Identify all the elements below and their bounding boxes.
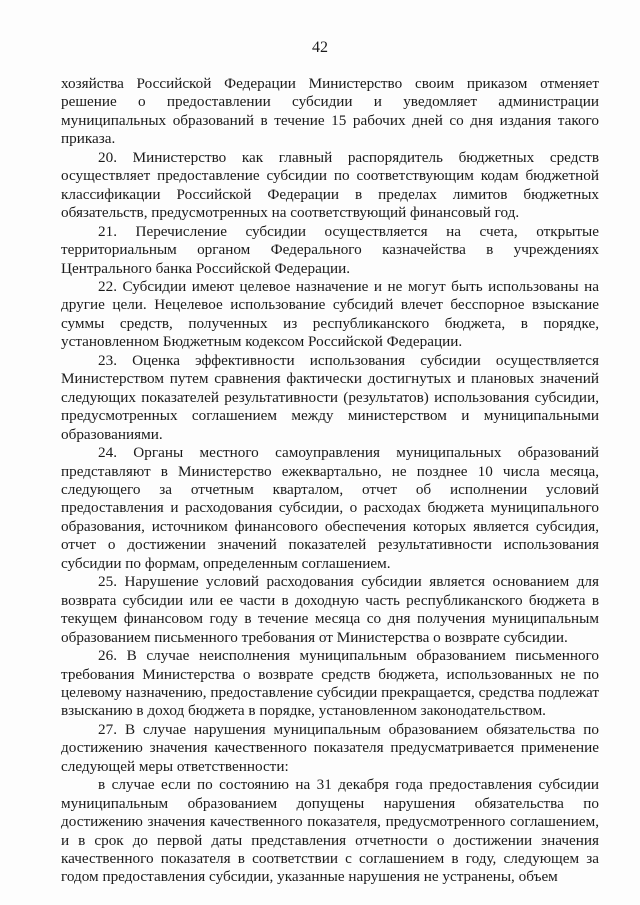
- paragraph-27: 27. В случае нарушения муниципальным образованием обязательства по достижению значения качественного показателя предусматривается применение следующей меры ответственности:: [61, 720, 599, 775]
- page-number: 42: [312, 39, 328, 56]
- paragraph-20: 20. Министерство как главный распорядитель бюджетных средств осуществляет предоставление субсидии по соответствующим кодам бюджетной классификации Российской Федерации в пределах лимитов бюджетных обязательств, предусмотренных на соответствующий финансовый год.: [61, 148, 599, 222]
- paragraph-22: 22. Субсидии имеют целевое назначение и не могут быть использованы на другие цели. Нецелевое использование субсидий влечет бесспорное взыскание суммы средств, полученных из республиканского бюджета, в порядке, установленном Бюджетным кодексом Российской Федерации.: [61, 277, 599, 351]
- paragraph-24: 24. Органы местного самоуправления муниципальных образований представляют в Министерство ежеквартально, не позднее 10 числа месяца, следующего за отчетным кварталом, отчет об исполнении условий предоставления и расходования субсидии, о расходах бюджета муниципального образования, источником финансового обеспечения которых является субсидия, отчет о достижении значений показателей результативности использования субсидии по формам, определенным соглашением.: [61, 444, 599, 572]
- paragraph-continuation: хозяйства Российской Федерации Министерство своим приказом отменяет решение о предоставлении субсидии и уведомляет администрации муниципальных образований в течение 15 рабочих дней со дня издания такого приказа.: [61, 75, 599, 148]
- paragraph-21: 21. Перечисление субсидии осуществляется на счета, открытые территориальным органом Федерального казначейства в учреждениях Центрального банка Российской Федерации.: [61, 222, 599, 277]
- paragraph-27-subclause: в случае если по состоянию на 31 декабря года предоставления субсидии муниципальным образованием допущены нарушения обязательства по достижению значения качественного показателя, предусмотренного соглашением, и в срок до первой даты представления отчетности о достижении значения качественного показателя в соответствии с соглашением в году, следующем за годом предоставления субсидии, указанные нарушения не устранены, объем: [61, 776, 599, 886]
- paragraph-23: 23. Оценка эффективности использования субсидии осуществляется Министерством путем сравнения фактически достигнутых и плановых значений следующих показателей результативности (результатов) использования субсидии, предусмотренных соглашением между министерством и муниципальными образованиями.: [61, 351, 599, 443]
- document-body: [61, 75, 599, 887]
- paragraph-26: 26. В случае неисполнения муниципальным образованием письменного требования Министерства о возврате средств бюджета, использованных не по целевому назначению, предоставление субсидии прекращается, средства подлежат взысканию в доход бюджета в порядке, установленном законодательством.: [61, 647, 599, 720]
- paragraph-25: 25. Нарушение условий расходования субсидии является основанием для возврата субсидии или ее части в доходную часть республиканского бюджета в текущем финансовом году в течение месяца со дня получения муниципальным образованием письменного требования от Министерства о возврате субсидии.: [61, 573, 599, 646]
